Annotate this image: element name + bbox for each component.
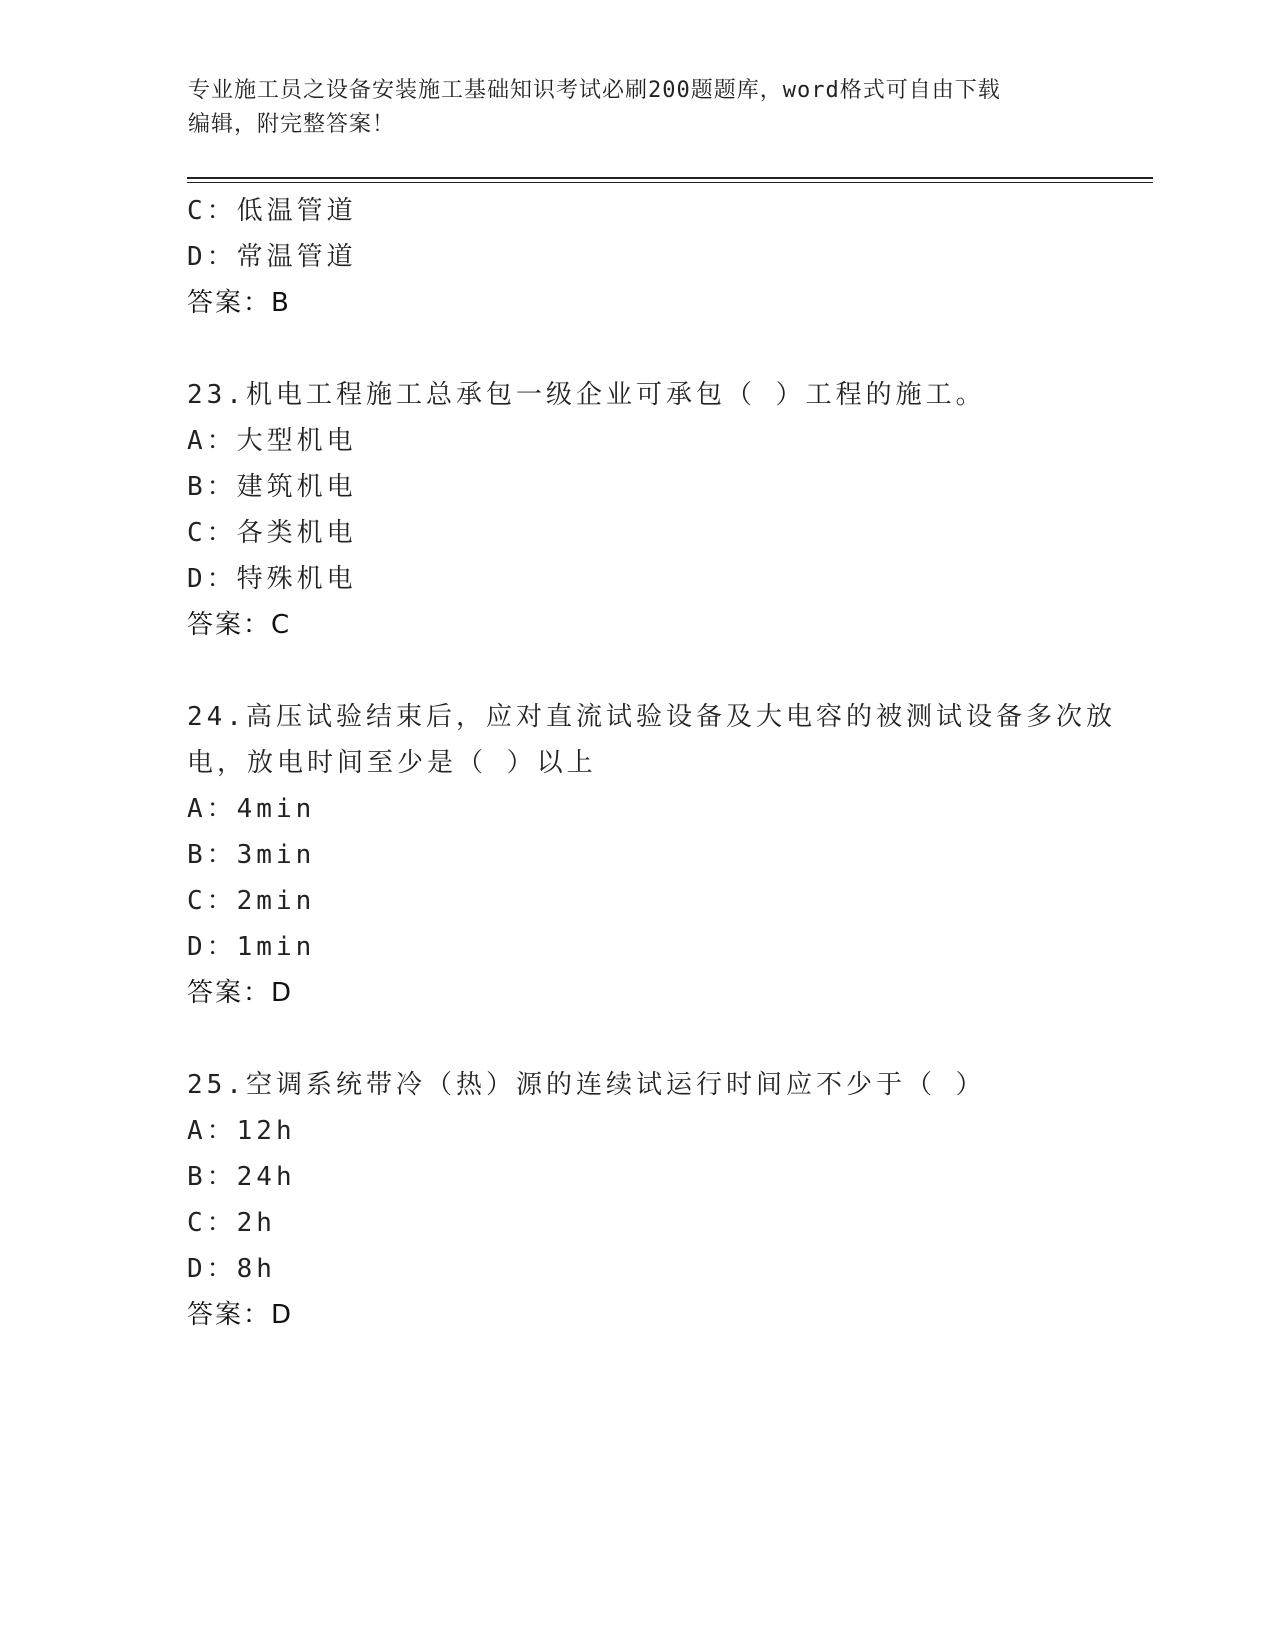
question-text-line-2: 电，放电时间至少是（ ）以上 (187, 748, 597, 778)
answer: 答案：D (187, 1300, 294, 1330)
document-header (188, 74, 1088, 142)
answer: 答案：D (187, 978, 294, 1008)
option-a: A：大型机电 (187, 426, 357, 456)
option-c: C：2min (187, 886, 316, 916)
spacer (187, 648, 1087, 694)
option-d: D：特殊机电 (187, 564, 357, 594)
document-body (187, 188, 1116, 1338)
option-c: C：低温管道 (187, 196, 357, 226)
answer: 答案：C (187, 610, 292, 640)
question-25 (187, 1062, 1087, 1338)
option-b: B：建筑机电 (187, 472, 357, 502)
option-d: D：8h (187, 1254, 276, 1284)
option-b: B：24h (187, 1162, 296, 1192)
option-d: D：1min (187, 932, 316, 962)
answer: 答案：B (187, 288, 291, 318)
option-c: C：2h (187, 1208, 276, 1238)
question-22-tail (187, 188, 1087, 326)
spacer (187, 326, 1087, 372)
question-text: 25.空调系统带冷（热）源的连续试运行时间应不少于（ ） (187, 1070, 986, 1100)
option-b: B：3min (187, 840, 316, 870)
header-divider-thin (187, 182, 1153, 183)
question-24 (187, 694, 1116, 1016)
spacer (187, 1016, 1087, 1062)
header-line-1: 专业施工员之设备安装施工基础知识考试必刷200题题库，word格式可自由下载 (188, 78, 1001, 103)
option-a: A：12h (187, 1116, 296, 1146)
question-text-line-1: 24.高压试验结束后，应对直流试验设备及大电容的被测试设备多次放 (187, 702, 1116, 732)
option-a: A：4min (187, 794, 316, 824)
question-text: 23.机电工程施工总承包一级企业可承包（ ）工程的施工。 (187, 380, 986, 410)
question-23 (187, 372, 1087, 648)
option-d: D：常温管道 (187, 242, 357, 272)
header-line-2: 编辑，附完整答案！ (188, 112, 396, 137)
header-divider-thick (187, 177, 1153, 179)
option-c: C：各类机电 (187, 518, 357, 548)
